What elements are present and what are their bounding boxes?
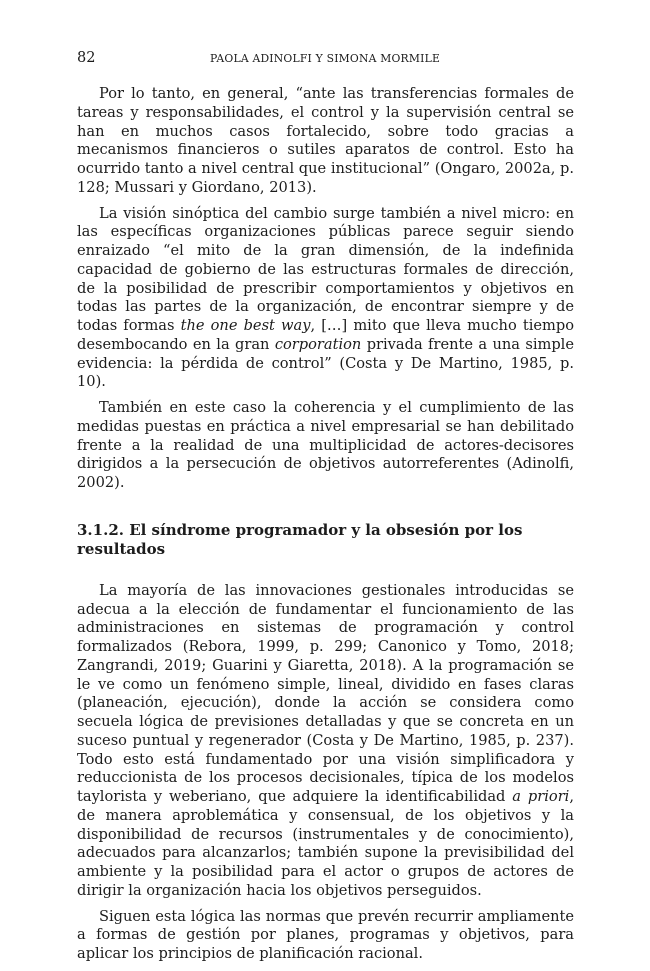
italic-text: the one best way bbox=[180, 317, 311, 334]
body-paragraph bbox=[77, 399, 574, 493]
body-paragraph bbox=[77, 205, 574, 393]
paragraph-text: Por lo tanto, en general, “ante las transferencias formales de tareas y responsabilidades, el control y la supervisión central se han en muchos casos fortalecido, sobre todo gracias a mecanismos financieros o sutiles aparatos de control. Esto ha ocurrido tanto a nivel central que institucional” (Ongaro, 2002a, p. 128; Mussari y Giordano, 2013). bbox=[77, 85, 574, 196]
body-paragraph bbox=[77, 582, 574, 901]
body-paragraph bbox=[77, 85, 574, 198]
italic-text: corporation bbox=[274, 335, 362, 353]
paragraph-text: También en este caso la coherencia y el cumplimiento de las medidas puestas en práctica a nivel empresarial se han debilitado frente a la realidad de una multiplicidad de actores-decisores dirigidos a la persecución de objetivos autorreferentes (Adinolfi, 2002). bbox=[77, 399, 574, 491]
page-number: 82 bbox=[77, 50, 96, 66]
paragraph-text: , de manera aproblemática y consensual, de los objetivos y la disponibilidad de recursos (instrumentales y de conocimiento), adecuados para alcanzarlos; también supone la previsibilidad del ambiente y la posibilidad para el actor o grupos de actores de dirigir la organización hacia los objetivos perseguidos. bbox=[77, 788, 574, 899]
body-paragraph bbox=[77, 908, 574, 964]
running-head: PAOLA ADINOLFI Y SIMONA MORMILE bbox=[209, 52, 441, 65]
paragraph-text: La visión sinóptica del cambio surge también a nivel micro: en las específicas organizaciones públicas parece seguir siendo enraizado “el mito de la gran dimensión, de la indefinida capacidad de gobierno de las estructuras formales de dirección, de la posibilidad de prescribir comportamientos y objetivos en todas las partes de la organización, de encontrar siempre y de todas formas bbox=[77, 204, 574, 334]
page-body bbox=[77, 85, 574, 971]
paragraph-text: Siguen esta lógica las normas que prevén recurrir ampliamente a formas de gestión por planes, programas y objetivos, para aplicar los principios de planificación racional. bbox=[77, 907, 574, 962]
section-heading: 3.1.2. El síndrome programador y la obsesión por los resultados bbox=[77, 520, 523, 558]
paragraph-text: privada frente a una simple evidencia: la pérdida de control” (Costa y De Martino, 1985, p. 10). bbox=[77, 335, 574, 391]
italic-text: a priori bbox=[512, 788, 570, 805]
paragraph-text: , […] mito que lleva mucho tiempo desembocando en la gran bbox=[77, 317, 575, 353]
paragraphs-before-section bbox=[77, 85, 574, 493]
paragraphs-after-section bbox=[77, 582, 574, 964]
page-header bbox=[77, 50, 573, 70]
paragraph-text: La mayoría de las innovaciones gestionales introducidas se adecua a la elección de fundamentar el funcionamiento de las administraciones en sistemas de programación y control formalizados (Rebora, 1999, p. 299; Canonico y Tomo, 2018; Zangrandi, 2019; Guarini y Giaretta, 2018). A la programación se le ve como un fenómeno simple, lineal, dividido en fases claras (planeación, ejecución), donde la acción se considera como secuela lógica de previsiones detalladas y que se concreta en un suceso puntual y regenerador (Costa y De Martino, 1985, p. 237). Todo esto está fundamentado por una visión simplificadora y reduccionista de los procesos decisionales, típica de los modelos taylorista y weberiano, que adquiere la identificabilidad bbox=[77, 581, 574, 805]
